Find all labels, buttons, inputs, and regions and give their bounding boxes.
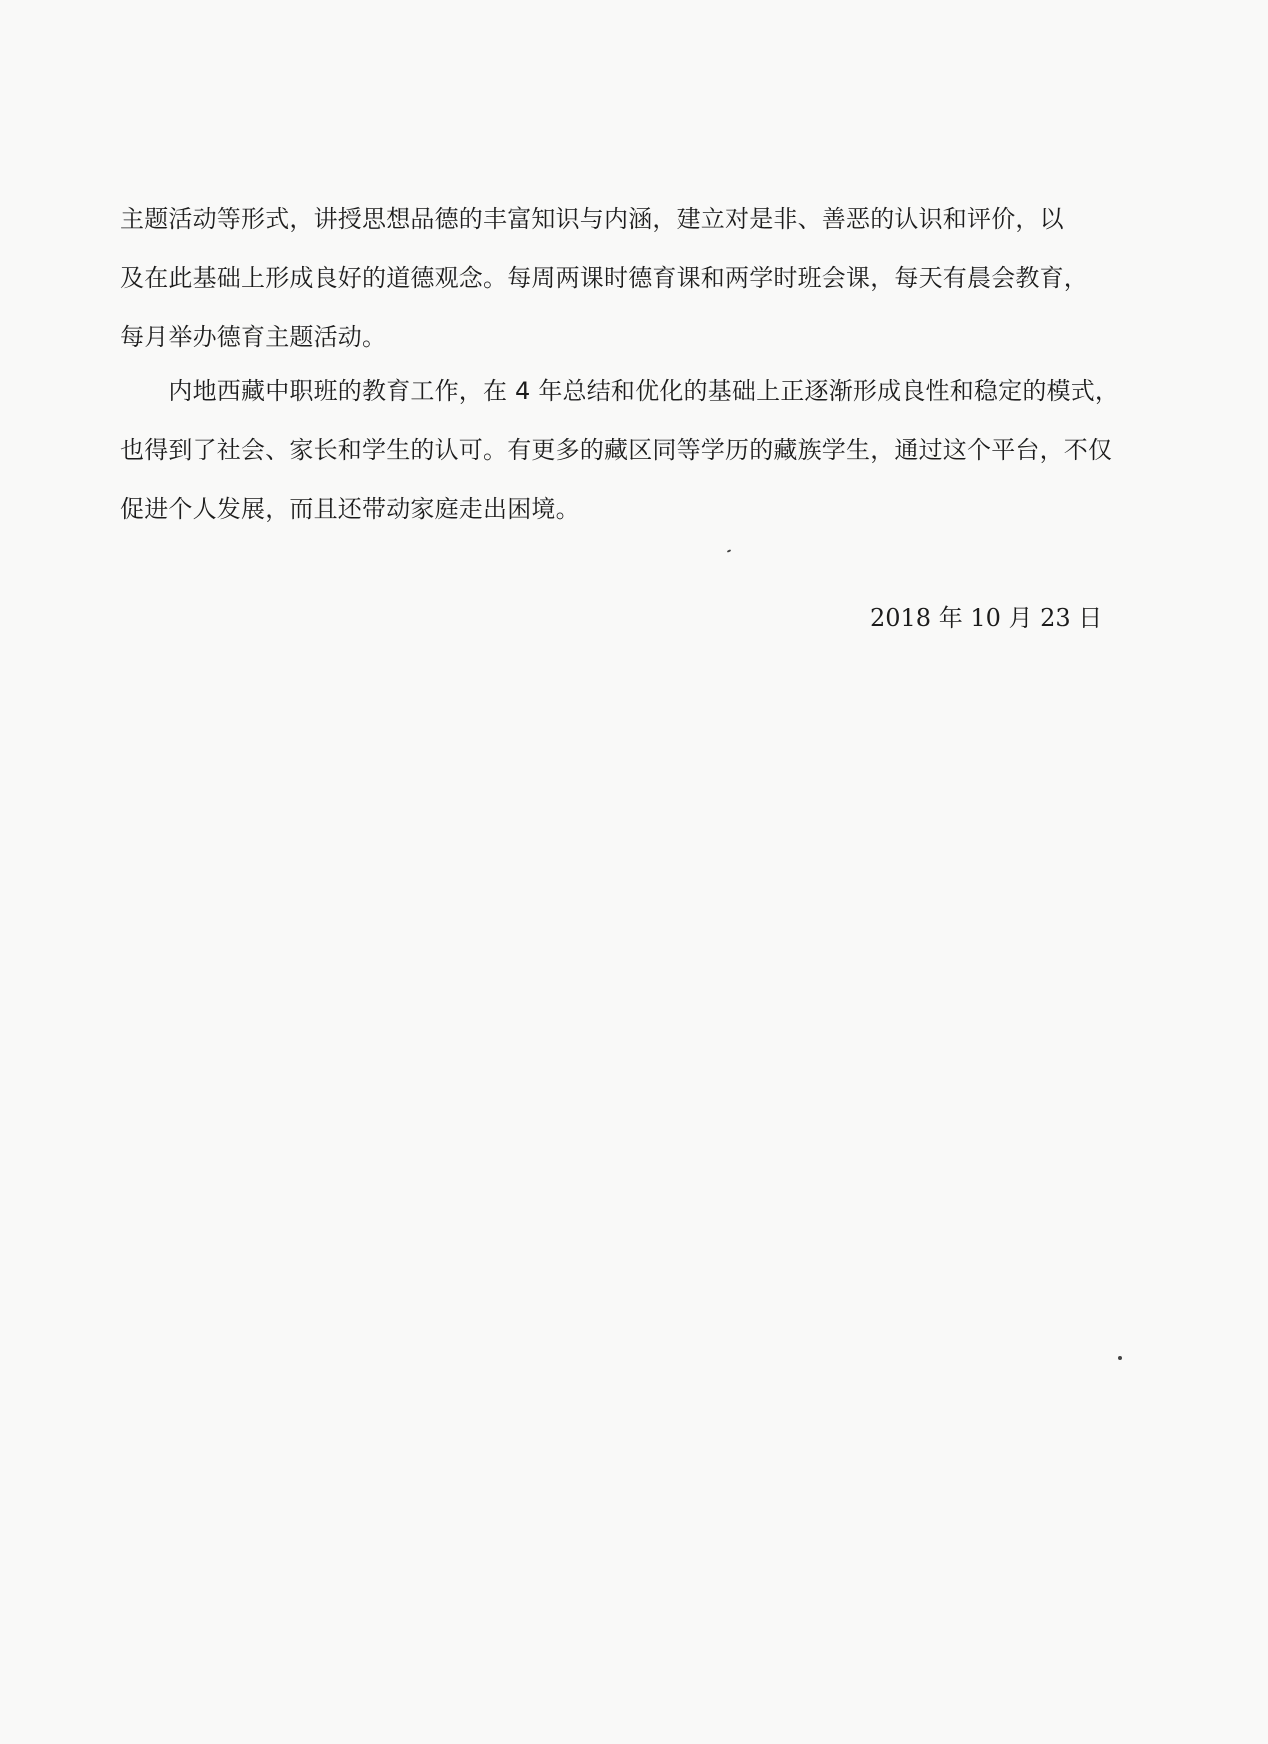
body-paragraph-2 <box>120 362 1119 539</box>
paragraph-line: 也得到了社会、家长和学生的认可。有更多的藏区同等学历的藏族学生，通过这个平台，不仅 <box>120 436 1113 464</box>
scan-speck <box>727 549 731 553</box>
body-paragraph-1 <box>120 190 1088 367</box>
paragraph-line: 及在此基础上形成良好的道德观念。每周两课时德育课和两学时班会课，每天有晨会教育， <box>120 264 1088 292</box>
paragraph-line: 主题活动等形式，讲授思想品德的丰富知识与内涵，建立对是非、善恶的认识和评价，以 <box>120 205 1064 233</box>
scan-speck <box>1118 1356 1122 1360</box>
paragraph-line: 每月举办德育主题活动。 <box>120 323 387 351</box>
paragraph-line: 促进个人发展，而且还带动家庭走出困境。 <box>120 495 580 523</box>
document-date: 2018 年 10 月 23 日 <box>870 604 1103 632</box>
paragraph-line: 内地西藏中职班的教育工作，在 4 年总结和优化的基础上正逐渐形成良性和稳定的模式， <box>120 377 1120 405</box>
